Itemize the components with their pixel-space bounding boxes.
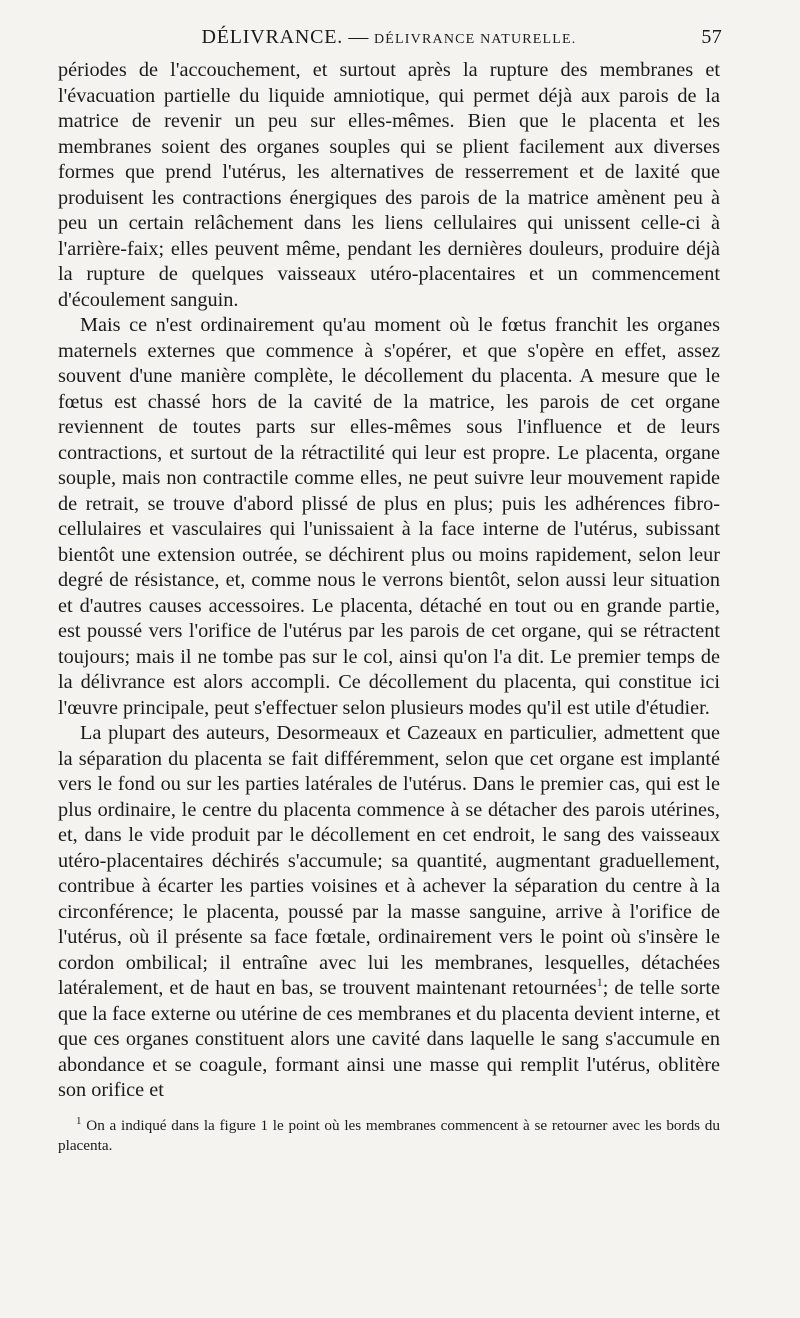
book-page (58, 26, 720, 1156)
running-head-title (202, 26, 577, 48)
paragraph-3-text: La plupart des auteurs, Desormeaux et Cazeaux en particulier, admettent que la séparation du placenta se fait différemment, selon que cet organe est implanté vers le fond ou sur les parties latérales de l'utérus. Dans le premier cas, qui est le plus ordinaire, le centre du placenta commence à se détacher des parois utérines, et, dans le vide produit par le décollement en cet endroit, le sang des vaisseaux utéro-placentaires déchirés s'accumule; sa quantité, augmentant graduellement, contribue à écarter les parties voisines et à achever la séparation du centre à la circonférence; le placenta, poussé par la masse sanguine, arrive à l'orifice de l'utérus, où il présente sa face fœtale, ordinairement vers le point où s'insère le cordon ombilical; il entraîne avec lui les membranes, lesquelles, détachées latéralement, et de haut en bas, se trouvent maintenant retournées (58, 722, 720, 999)
page-number: 57 (701, 26, 722, 48)
paragraph-3 (58, 721, 720, 1104)
paragraph-2: Mais ce n'est ordinairement qu'au moment où le fœtus franchit les organes maternels externes que commence à s'opérer, et que s'opère en effet, assez souvent d'une manière complète, le décollement du placenta. A mesure que le fœtus est chassé hors de la cavité de la matrice, les parois de cet organe reviennent de toutes parts sur elles-mêmes sous l'influence et de leurs contractions, et surtout de la rétractilité qui leur est propre. Le placenta, organe souple, mais non contractile comme elles, ne peut suivre leur mouvement rapide de retrait, se trouve d'abord plissé de plus en plus; puis les adhérences fibro-cellulaires et vasculaires qui l'unissaient à la face interne de l'utérus, subissant bientôt une extension outrée, se déchirent plus ou moins rapidement, selon leur degré de résistance, et, comme nous le verrons bientôt, selon aussi leur situation et d'autres causes accessoires. Le placenta, détaché en tout ou en grande partie, est poussé vers l'orifice de l'utérus par les parois de cet organe, qui se rétractent toujours; mais il ne tombe pas sur le col, ainsi qu'on l'a dit. Le premier temps de la délivrance est alors accompli. Ce décollement du placenta, qui constitue ici l'œuvre principale, peut s'effectuer selon plusieurs modes qu'il est utile d'étudier. (58, 314, 720, 719)
footnote (58, 1116, 720, 1156)
paragraph-3-continuation: ; de telle sorte que la face externe ou utérine de ces membranes et du placenta devient interne, et que ces organes constituent alors une cavité dans laquelle le sang s'accumule en abondance et se coagule, formant ainsi une masse qui remplit l'utérus, oblitère son orifice et (58, 977, 720, 1101)
paragraph-1: périodes de l'accouchement, et surtout après la rupture des membranes et l'évacuation partielle du liquide amniotique, qui permet déjà aux parois de la matrice de revenir un peu sur elles-mêmes. Bien que le placenta et les membranes soient des organes souples qui se plient facilement aux diverses formes que prend l'utérus, les alternatives de resserrement et de laxité que produisent les contractions énergiques des parois de la matrice amènent peu à peu un certain relâchement dans les liens cellulaires qui unissent celle-ci à l'arrière-faix; elles peuvent même, pendant les dernières douleurs, produire déjà la rupture de quelques vaisseaux utéro-placentaires et un commencement d'écoulement sanguin. (58, 59, 720, 311)
footnote-reference: 1 (596, 975, 603, 990)
section-title: DÉLIVRANCE NATURELLE. (373, 32, 577, 47)
chapter-title: DÉLIVRANCE. (201, 26, 344, 48)
footnote-mark: 1 (76, 1114, 82, 1127)
title-dash: — (343, 26, 374, 48)
footnote-text: On a indiqué dans la figure 1 le point où les membranes commencent à se retourner avec les bords du placenta. (58, 1116, 720, 1154)
body-text (58, 58, 720, 1104)
running-head (58, 26, 720, 58)
